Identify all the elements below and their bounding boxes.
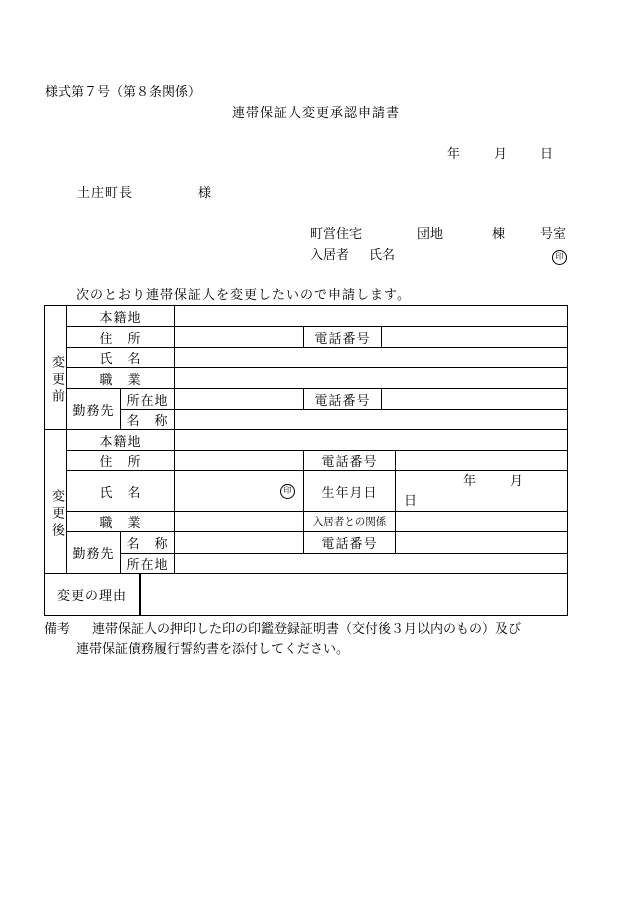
after-phone-field[interactable] — [396, 451, 568, 471]
intro-text: 次のとおり連帯保証人を変更したいので申請します。 — [76, 288, 411, 303]
housing-label: 町営住宅 — [310, 227, 363, 242]
before-address-field[interactable] — [175, 327, 304, 348]
danchi-label: 団地 — [417, 227, 444, 242]
after-phone-label: 電話番号 — [304, 451, 396, 471]
before-address-label: 住 所 — [67, 327, 175, 348]
resident-name-label: 氏名 — [369, 248, 396, 263]
date-month-label: 月 — [494, 147, 508, 162]
applicant-seal — [552, 249, 567, 265]
after-work-name-label: 名 称 — [121, 532, 175, 554]
application-table — [44, 305, 568, 616]
goshitsu-label: 号室 — [540, 227, 567, 242]
notes-line-2: 連帯保証債務履行誓約書を添付してください。 — [76, 642, 350, 657]
after-work-location-field[interactable] — [175, 554, 568, 574]
after-honseki-label: 本籍地 — [67, 430, 175, 451]
before-occupation-field[interactable] — [175, 368, 568, 389]
before-workplace-label: 勤務先 — [67, 389, 121, 430]
after-work-name-field[interactable] — [175, 532, 304, 554]
before-honseki-label: 本籍地 — [67, 306, 175, 327]
form-title: 連帯保証人変更承認申請書 — [232, 106, 401, 121]
after-address-field[interactable] — [175, 451, 304, 471]
addressee: 土庄町長 — [77, 186, 134, 201]
before-phone-field[interactable] — [382, 327, 568, 348]
before-work-name-label: 名 称 — [121, 410, 175, 430]
before-work-name-field[interactable] — [175, 410, 568, 430]
before-work-phone-field[interactable] — [382, 389, 568, 410]
before-work-location-label: 所在地 — [121, 389, 175, 410]
after-honseki-field[interactable] — [175, 430, 568, 451]
after-relation-label: 入居者との関係 — [304, 512, 396, 532]
reason-label: 変更の理由 — [45, 574, 140, 616]
tou-label: 棟 — [492, 227, 506, 242]
after-name-label: 氏 名 — [67, 471, 175, 512]
before-name-field[interactable] — [175, 348, 568, 368]
date-year-label: 年 — [447, 147, 461, 162]
before-work-location-field[interactable] — [175, 389, 304, 410]
after-work-phone-label: 電話番号 — [304, 532, 396, 554]
birth-day-label: 日 — [404, 494, 419, 509]
before-phone-label: 電話番号 — [304, 327, 382, 348]
after-birthdate-field[interactable] — [396, 471, 568, 512]
resident-label: 入居者 — [310, 248, 350, 263]
before-section-label: 変更前 — [45, 306, 67, 430]
before-honseki-field[interactable] — [175, 306, 568, 327]
after-name-field[interactable] — [175, 471, 304, 512]
before-work-phone-label: 電話番号 — [304, 389, 382, 410]
after-section-label: 変更後 — [45, 430, 67, 574]
form-number: 様式第７号（第８条関係） — [45, 85, 202, 100]
honorific: 様 — [198, 186, 212, 201]
notes-line-1: 連帯保証人の押印した印の印鑑登録証明書（交付後３月以内のもの）及び — [92, 622, 522, 637]
after-birthdate-label: 生年月日 — [304, 471, 396, 512]
reason-field[interactable] — [140, 574, 568, 616]
seal-mark: 印 — [552, 250, 567, 265]
after-address-label: 住 所 — [67, 451, 175, 471]
date-day-label: 日 — [540, 147, 554, 162]
notes-label: 備考 — [44, 622, 71, 637]
after-occupation-field[interactable] — [175, 512, 304, 532]
seal-mark: 印 — [280, 484, 295, 499]
after-occupation-label: 職 業 — [67, 512, 175, 532]
after-work-phone-field[interactable] — [396, 532, 568, 554]
after-work-location-label: 所在地 — [121, 554, 175, 574]
birth-year-label: 年 — [463, 474, 478, 489]
after-relation-field[interactable] — [396, 512, 568, 532]
birth-month-label: 月 — [510, 474, 525, 489]
after-workplace-label: 勤務先 — [67, 532, 121, 574]
before-occupation-label: 職 業 — [67, 368, 175, 389]
before-name-label: 氏 名 — [67, 348, 175, 368]
